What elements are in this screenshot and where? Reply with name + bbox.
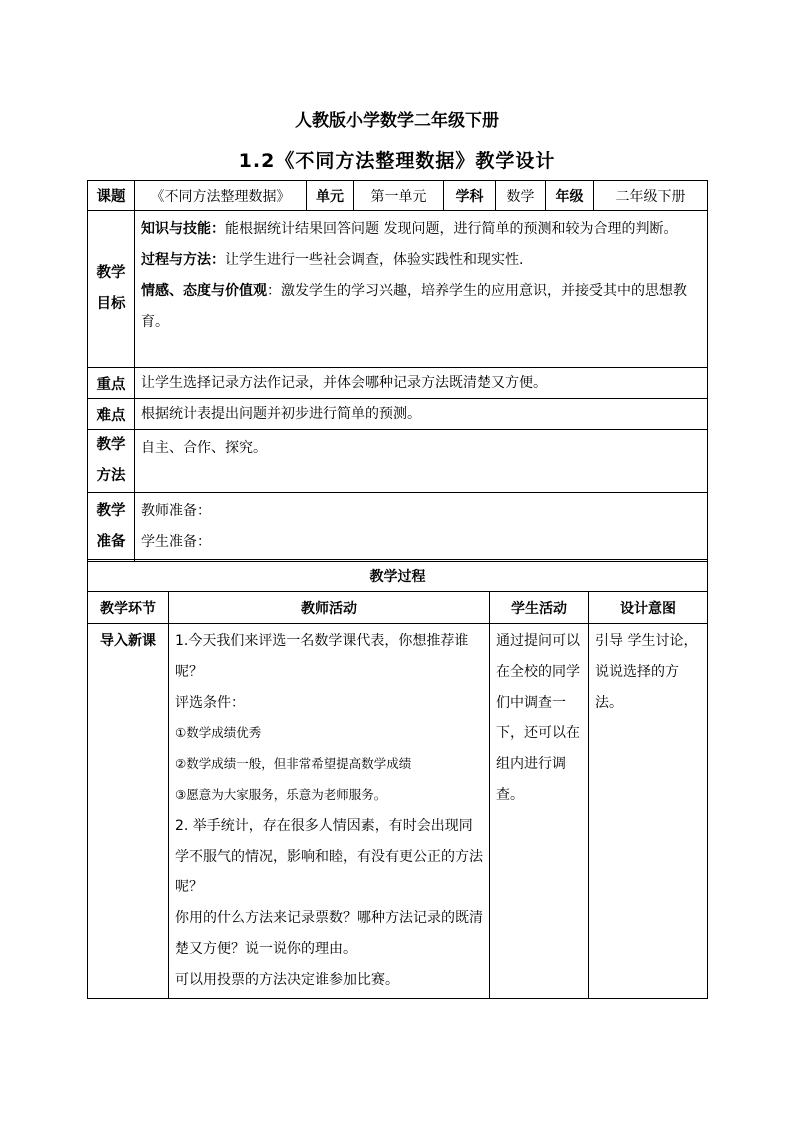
goal-emotion-text: ：激发学生的学习兴趣，培养学生的应用意识，并接受其中的思想教育。	[141, 283, 687, 330]
process-header-row	[88, 592, 708, 624]
teacher-line: 1.今天我们来评选一名数学课代表，你想推荐谁呢？	[175, 633, 469, 680]
keypoint-label: 重点	[88, 368, 135, 399]
prep-content	[135, 493, 708, 562]
prep-student: 学生准备：	[141, 534, 211, 550]
process-title: 教学过程	[88, 560, 708, 592]
prep-label	[88, 493, 135, 562]
goals-label-line1: 教学	[96, 265, 126, 281]
process-table	[87, 559, 708, 999]
difficulty-label: 难点	[88, 399, 135, 430]
subject-value: 数学	[496, 181, 546, 211]
grade-value: 二年级下册	[594, 181, 708, 211]
col-teacher-header: 教师活动	[169, 592, 490, 624]
teacher-line: ①数学成绩优秀	[175, 725, 262, 741]
process-title-row	[88, 560, 708, 592]
stage-cell: 导入新课	[88, 624, 169, 999]
method-label	[88, 430, 135, 493]
col-intent-header: 设计意图	[589, 592, 708, 624]
grade-label: 年级	[546, 181, 594, 211]
table-row	[88, 624, 708, 999]
info-row	[88, 181, 708, 211]
lesson-info-table	[87, 180, 708, 562]
topic-label: 课题	[88, 181, 135, 211]
teacher-activity-cell	[169, 624, 490, 999]
method-text: 自主、合作、探究。	[135, 430, 708, 493]
goal-knowledge-label: 知识与技能：	[141, 221, 225, 237]
method-label-line1: 教学	[96, 437, 126, 453]
difficulty-row	[88, 399, 708, 430]
goal-emotion	[141, 276, 701, 338]
goals-label-line2: 目标	[96, 296, 126, 312]
method-row	[88, 430, 708, 493]
goals-content	[135, 211, 708, 368]
prep-teacher: 教师准备：	[141, 503, 211, 519]
goal-process	[141, 245, 701, 276]
goals-label	[88, 211, 135, 368]
teacher-line: 你用的什么方法来记录票数？哪种方法记录的既清楚又方便？说一说你的理由。	[175, 910, 483, 957]
goal-process-label: 过程与方法：	[141, 252, 225, 268]
goal-knowledge	[141, 214, 701, 245]
unit-value: 第一单元	[354, 181, 444, 211]
method-label-line2: 方法	[96, 468, 126, 484]
col-stage-header: 教学环节	[88, 592, 169, 624]
document-title: 人教版小学数学二年级下册	[295, 111, 499, 131]
col-student-header: 学生活动	[490, 592, 589, 624]
topic-value: 《不同方法整理数据》	[135, 181, 307, 211]
teacher-line: ②数学成绩一般，但非常希望提高数学成绩	[175, 756, 412, 772]
prep-row	[88, 493, 708, 562]
goals-row	[88, 211, 708, 368]
goal-emotion-label: 情感、态度与价值观	[141, 283, 267, 299]
document-subtitle: 1.2《不同方法整理数据》教学设计	[238, 150, 556, 172]
goal-process-text: 让学生进行一些社会调查，体验实践性和现实性.	[225, 252, 524, 268]
difficulty-text: 根据统计表提出问题并初步进行简单的预测。	[135, 399, 708, 430]
prep-label-line2: 准备	[96, 534, 126, 550]
subject-label: 学科	[444, 181, 496, 211]
prep-label-line1: 教学	[96, 503, 126, 519]
keypoint-row	[88, 368, 708, 399]
design-intent-cell: 引导 学生讨论，说说选择的方法。	[589, 624, 708, 999]
goal-knowledge-text: 能根据统计结果回答问题 发现问题，进行简单的预测和较为合理的判断。	[225, 221, 678, 237]
unit-label: 单元	[307, 181, 354, 211]
teacher-line: 评选条件：	[175, 694, 245, 711]
keypoint-text: 让学生选择记录方法作记录，并体会哪种记录方法既清楚又方便。	[135, 368, 708, 399]
teacher-line: ③愿意为大家服务，乐意为老师服务。	[175, 786, 387, 802]
student-activity-cell: 通过提问可以在全校的同学们中调查一下，还可以在组内进行调查。	[490, 624, 589, 999]
teacher-line: 2. 举手统计，存在很多人情因素，有时会出现同学不服气的情况，影响和睦，有没有更公正的方法呢？	[175, 817, 483, 896]
teacher-line: 可以用投票的方法决定谁参加比赛。	[175, 971, 399, 988]
